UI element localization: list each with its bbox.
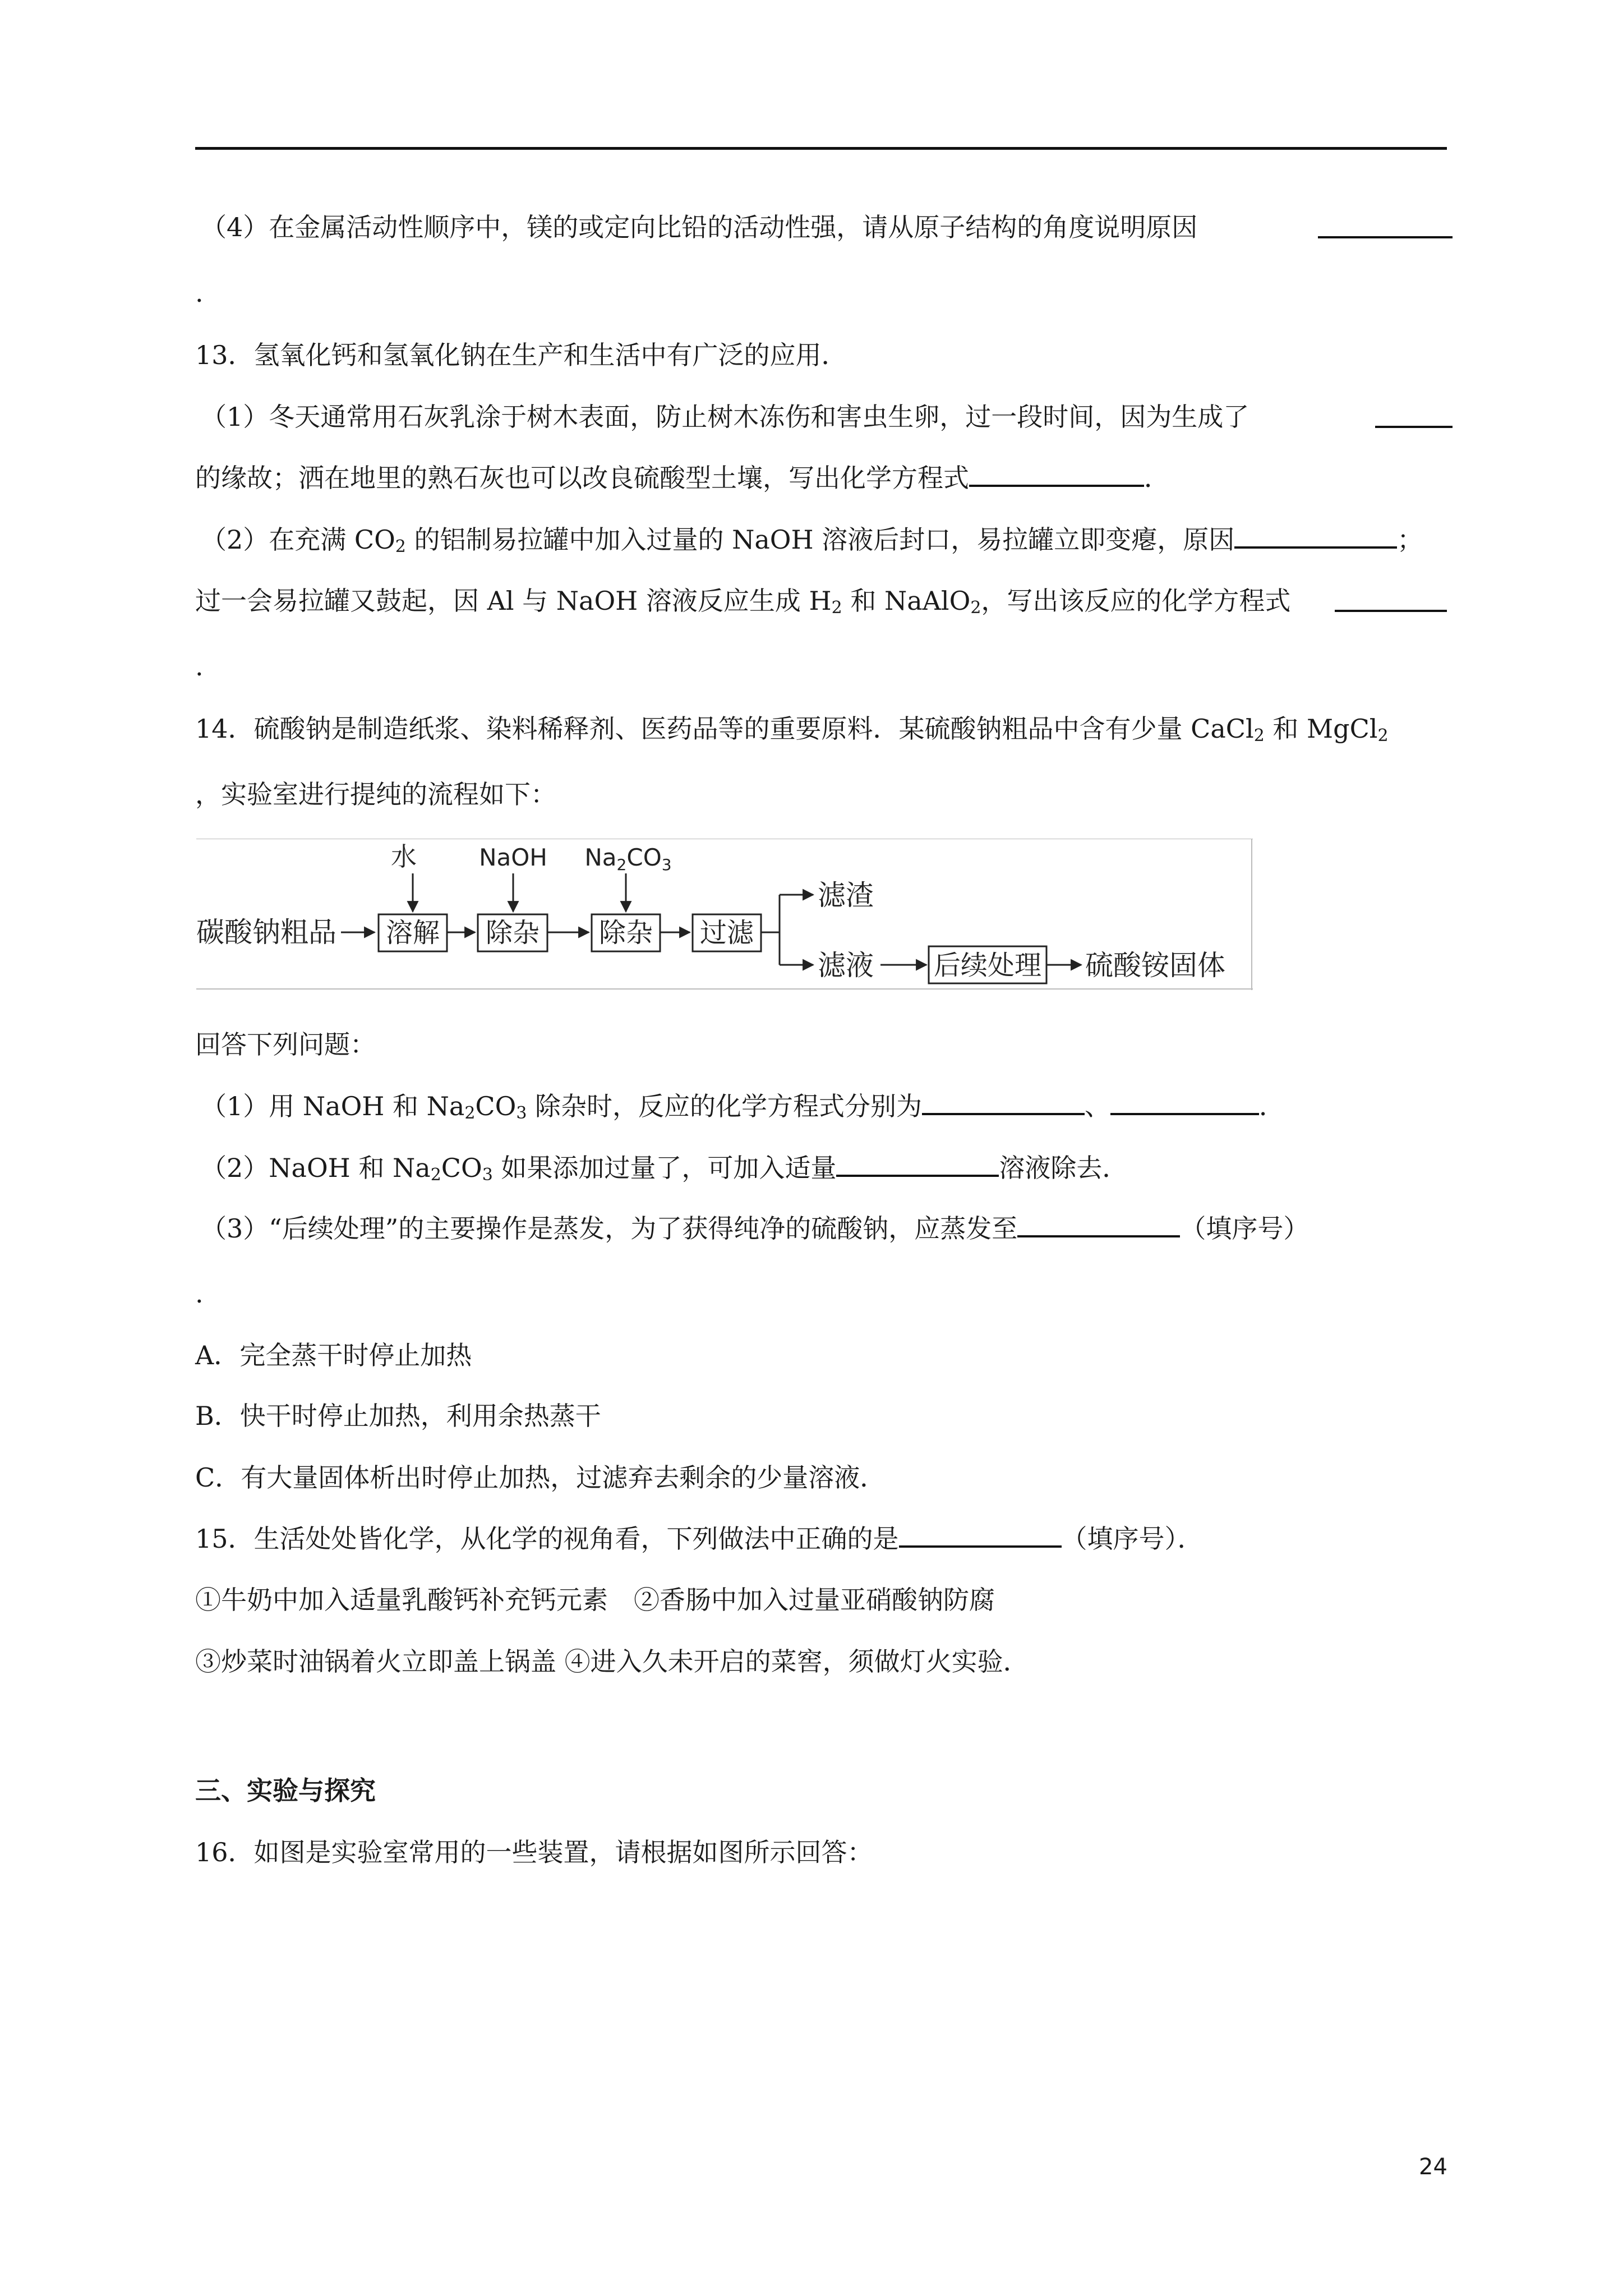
filtrate-label: 滤液 [818,949,874,982]
answer-blank[interactable] [1017,1212,1180,1237]
product-label: 硫酸铵固体 [1085,949,1225,982]
answer-blank[interactable] [1234,523,1397,549]
q12-part4-line1: （4）在金属活动性顺序中，镁的或定向比铅的活动性强，请从原子结构的角度说明原因 [201,210,1453,244]
answer-blank[interactable] [1375,402,1453,428]
reagent-na2co3-label: Na2CO3 [584,844,672,874]
q13-part2-line1: （2）在充满 $CO_2$ 的铝制易拉罐中加入过量的 NaOH 溶液后封口，易拉罐立即变瘪，原因 ； [201,523,1453,556]
q14-part3: （3）“后续处理”的主要操作是蒸发，为了获得纯净的硫酸钠，应蒸发至 （填序号） [201,1212,1453,1245]
q12-part4-line2: . [195,278,204,308]
section-three-heading: 三、实验与探究 [195,1775,376,1806]
q15-line3: ③炒菜时油锅着火立即盖上锅盖 ④进入久未开启的菜窖，须做灯火实验． [195,1646,1029,1677]
q13-part2-line3: . [195,651,204,682]
header-rule [195,147,1447,150]
step-dissolve-label: 溶解 [385,917,440,949]
q14-part3-end: . [195,1278,204,1309]
reagent-water-label: 水 [391,841,417,872]
answer-blank[interactable] [1335,586,1447,612]
step-post-processing-label: 后续处理 [933,950,1042,981]
q15-line2: ①牛奶中加入适量乳酸钙补充钙元素 ②香肠中加入过量亚硝酸钠防腐 [195,1585,995,1615]
step-impurity-removal-1-label: 除杂 [485,917,540,949]
purification-flow-diagram [196,839,1253,990]
q13-part2-line2: 过一会易拉罐又鼓起，因 Al 与 NaOH 溶液反应生成 $H_2$ 和 NaAlO$_2$，写出该反应的化学方程式 [195,584,1447,618]
answer-blank[interactable] [836,1151,999,1177]
step-filter-label: 过滤 [699,917,754,949]
q14-option-b: B．快干时停止加热，利用余热蒸干 [195,1401,601,1431]
answer-blank[interactable] [969,461,1144,487]
residue-label: 滤渣 [818,879,874,912]
answer-blank[interactable] [922,1089,1085,1115]
q14-option-a: A．完全蒸干时停止加热 [195,1340,472,1370]
step-impurity-removal-2-label: 除杂 [598,917,653,949]
q14-part2: （2）NaOH 和 $Na_2CO_3$ 如果添加过量了，可加入适量 溶液除去． [201,1151,1453,1185]
q16-line1: 16．如图是实验室常用的一些装置，请根据如图所示回答： [195,1837,873,1867]
q14-line1: 14．硫酸钠是制造纸浆、染料稀释剂、医药品等的重要原料．某硫酸钠粗品中含有少量 CaCl$_2$ 和 MgCl$_2$ [195,714,1389,746]
q13-part1-line1: （1）冬天通常用石灰乳涂于树木表面，防止树木冻伤和害虫生卵，过一段时间，因为生成了 [201,400,1453,434]
q14-line2: ，实验室进行提纯的流程如下： [195,779,556,809]
q14-option-c: C．有大量固体析出时停止加热，过滤弃去剩余的少量溶液． [195,1462,886,1493]
page-number: 24 [1419,2154,1447,2180]
q13-title: 13．氢氧化钙和氢氧化钠在生产和生活中有广泛的应用． [195,340,847,370]
flow-start-label: 碳酸钠粗品 [196,916,336,949]
q14-answer-intro: 回答下列问题： [195,1029,376,1060]
answer-blank[interactable] [1318,213,1453,238]
answer-blank[interactable] [899,1522,1062,1548]
q14-part1: （1）用 NaOH 和 $Na_2CO_3$ 除杂时，反应的化学方程式分别为 、 ． [201,1089,1453,1123]
q15-line1: 15．生活处处皆化学，从化学的视角看，下列做法中正确的是 （填序号）． [195,1522,1447,1556]
reagent-naoh-label: NaOH [479,844,547,871]
q13-part1-line2: 的缘故；洒在地里的熟石灰也可以改良硫酸型土壤，写出化学方程式 ． [195,461,1447,495]
answer-blank[interactable] [1110,1089,1259,1115]
